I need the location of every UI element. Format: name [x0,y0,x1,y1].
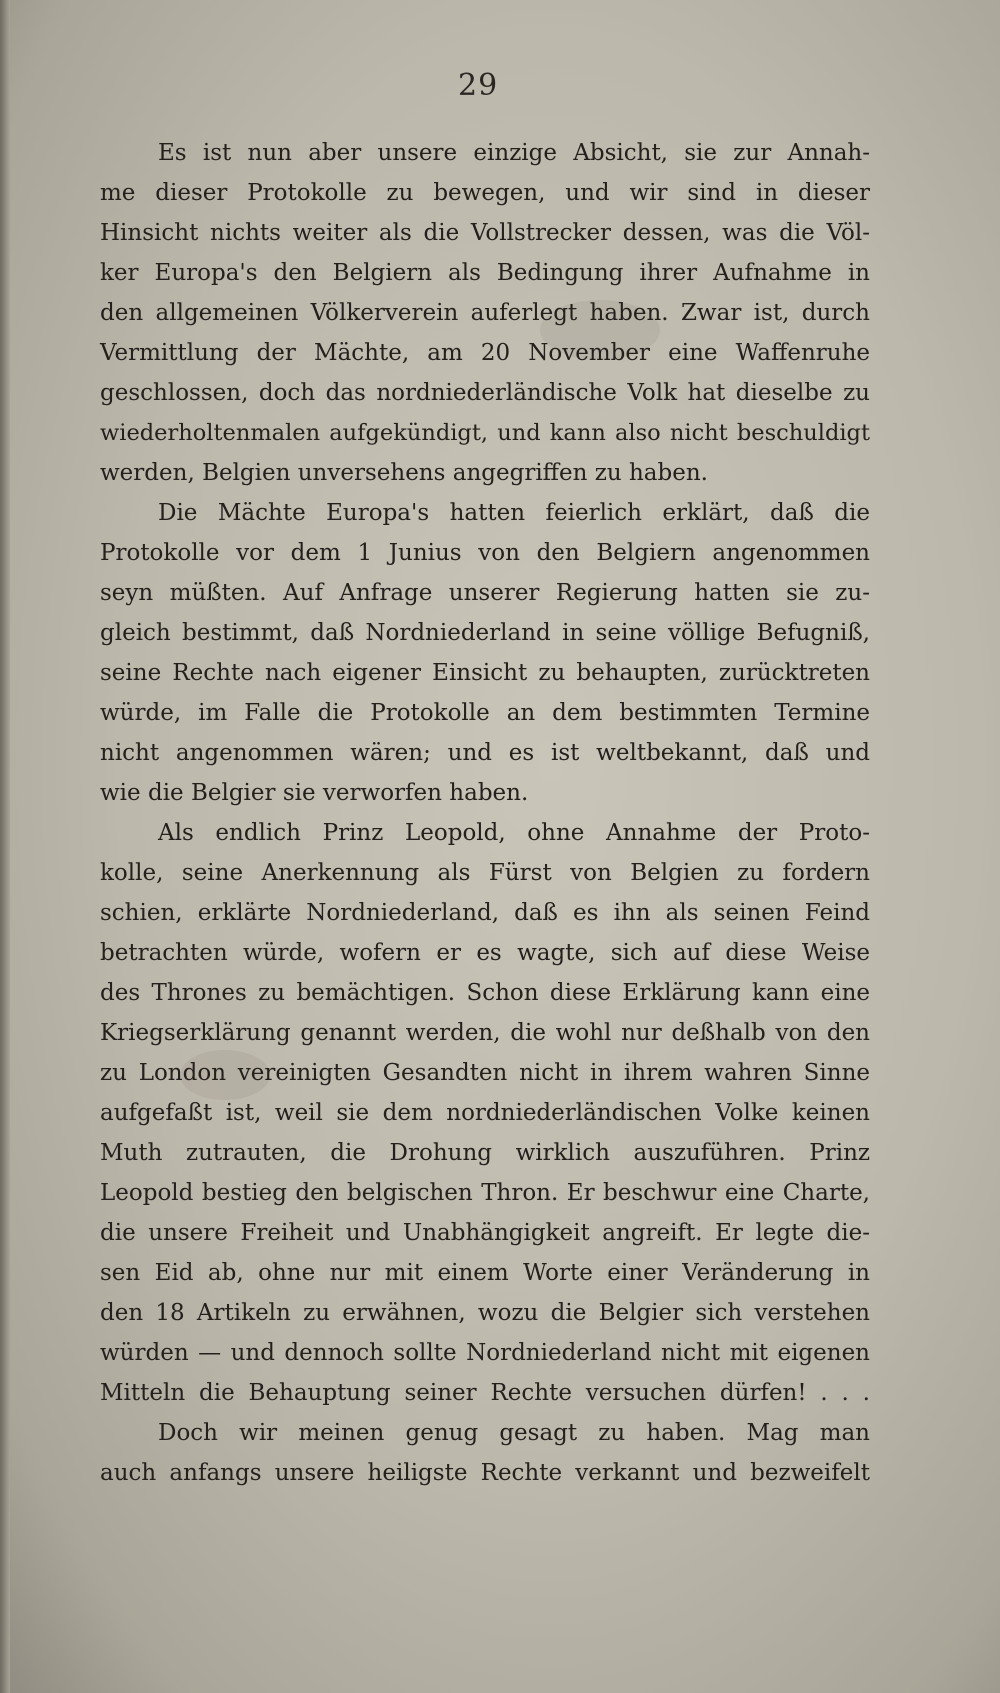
text-line: nicht angenommen wären; und es ist weltbekannt, daß und [100,740,870,766]
text-line: auch anfangs unsere heiligste Rechte verkannt und bezweifelt [100,1460,870,1486]
text-line: betrachten würde, wofern er es wagte, sich auf diese Weise [100,940,870,966]
text-line: Die Mächte Europa's hatten feierlich erklärt, daß die [158,500,870,526]
text-line: Doch wir meinen genug gesagt zu haben. Mag man [158,1420,870,1446]
text-line: Kriegserklärung genannt werden, die wohl nur deßhalb von den [100,1020,870,1046]
text-line: aufgefaßt ist, weil sie dem nordniederländischen Volke keinen [100,1100,870,1126]
text-line: Mitteln die Behauptung seiner Rechte versuchen dürfen! . . . [100,1380,870,1406]
text-line: schien, erklärte Nordniederland, daß es ihn als seinen Feind [100,900,870,926]
text-line: Muth zutrauten, die Drohung wirklich auszuführen. Prinz [100,1140,870,1166]
text-line: Hinsicht nichts weiter als die Vollstrecker dessen, was die Völ- [100,220,870,246]
text-line: werden, Belgien unversehens angegriffen zu haben. [100,460,708,486]
body-text [100,133,870,1493]
text-line: me dieser Protokolle zu bewegen, und wir sind in dieser [100,180,870,206]
text-line: wiederholtenmalen aufgekündigt, und kann also nicht beschuldigt [100,420,870,446]
text-line: gleich bestimmt, daß Nordniederland in seine völlige Befugniß, [100,620,870,646]
page-number: 29 [458,68,499,103]
page-binding-edge [0,0,10,1693]
text-line: Es ist nun aber unsere einzige Absicht, sie zur Annah- [158,140,870,166]
text-line: ker Europa's den Belgiern als Bedingung ihrer Aufnahme in [100,260,870,286]
text-line: würde, im Falle die Protokolle an dem bestimmten Termine [100,700,870,726]
text-line: Als endlich Prinz Leopold, ohne Annahme der Proto- [158,820,870,846]
text-line: des Thrones zu bemächtigen. Schon diese Erklärung kann eine [100,980,870,1006]
text-line: seyn müßten. Auf Anfrage unserer Regierung hatten sie zu- [100,580,870,606]
text-line: Vermittlung der Mächte, am 20 November eine Waffenruhe [100,340,870,366]
text-line: zu London vereinigten Gesandten nicht in ihrem wahren Sinne [100,1060,870,1086]
text-line: Protokolle vor dem 1 Junius von den Belgiern angenommen [100,540,870,566]
text-line: die unsere Freiheit und Unabhängigkeit angreift. Er legte die- [100,1220,870,1246]
text-line: würden — und dennoch sollte Nordniederland nicht mit eigenen [100,1340,870,1366]
text-line: Leopold bestieg den belgischen Thron. Er beschwur eine Charte, [100,1180,870,1206]
text-line: kolle, seine Anerkennung als Fürst von Belgien zu fordern [100,860,870,886]
text-line: den 18 Artikeln zu erwähnen, wozu die Belgier sich verstehen [100,1300,870,1326]
text-line: wie die Belgier sie verworfen haben. [100,780,529,806]
text-line: seine Rechte nach eigener Einsicht zu behaupten, zurücktreten [100,660,870,686]
text-line: geschlossen, doch das nordniederländische Volk hat dieselbe zu [100,380,870,406]
text-line: den allgemeinen Völkerverein auferlegt haben. Zwar ist, durch [100,300,870,326]
text-line: sen Eid ab, ohne nur mit einem Worte einer Veränderung in [100,1260,870,1286]
